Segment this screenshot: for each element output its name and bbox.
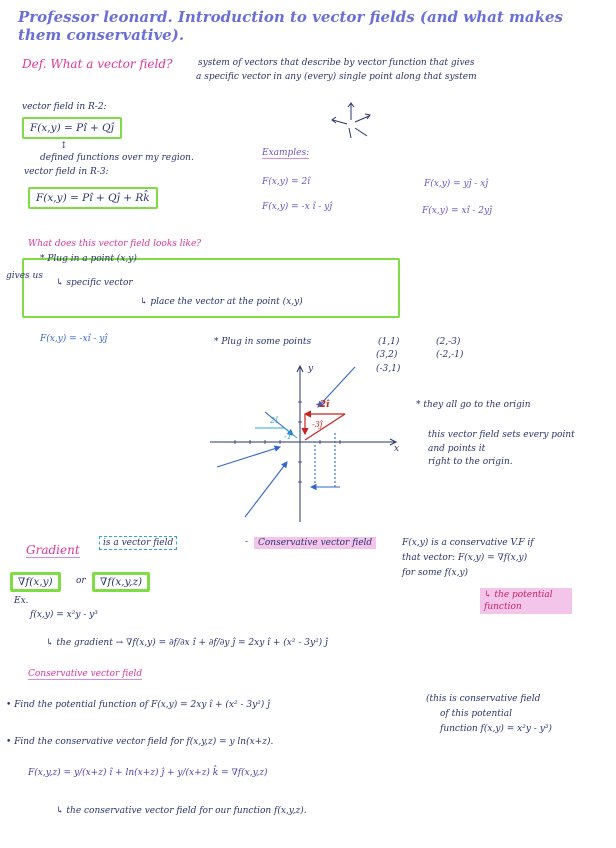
vector-field-sketch	[325, 98, 385, 148]
example-1: F(x,y) = 2î	[262, 177, 311, 187]
point-1: (1,1)	[378, 337, 400, 347]
conservative-heading: Conservative vector field	[28, 669, 143, 679]
observation-2: this vector field sets every point and points it	[428, 430, 575, 454]
vector-field-plot	[205, 362, 405, 527]
r2-formula-box: F(x,y) = Pî + Qĵ	[22, 117, 122, 139]
conservative-def-1: F(x,y) is a conservative V.F if	[402, 538, 534, 548]
definition-text-1: system of vectors that describe by vector function that gives	[198, 58, 475, 68]
ex-gradient: ↳ the gradient → ∇f(x,y) = ∂f/∂x î + ∂f/∂y ĵ = 2xy î + (x² - 3y²) ĵ	[46, 638, 328, 648]
cvf-result: F(x,y,z) = y/(x+z) î + ln(x+z) ĵ + y/(x+z) k̂ = ∇f(x,y,z)	[28, 768, 268, 778]
grad-box-3d: ∇f(x,y,z)	[92, 572, 150, 592]
look-line-1: * Plug in a point (x,y)	[40, 254, 137, 264]
label-2i: 2î	[270, 416, 278, 425]
conservative-tag: Conservative vector field	[254, 537, 376, 549]
conservative-def-3: for some f(x,y)	[402, 568, 469, 578]
point-3: (-3,1)	[376, 364, 401, 374]
side-note-1: (this is conservative field	[426, 694, 541, 704]
cvf-closing: ↳ the conservative vector field for our function f(x,y,z).	[56, 806, 307, 816]
r2-arrow: ↕	[60, 141, 68, 151]
label-neg3j: -3ĵ	[312, 420, 323, 429]
dash-sep: -	[245, 537, 249, 547]
observation-1: * they all go to the origin	[416, 400, 531, 410]
is-vector-field-note: is a vector field	[99, 536, 177, 550]
conservative-def-2: that vector: F(x,y) = ∇f(x,y)	[402, 553, 528, 563]
find-cvf: • Find the conservative vector field for f(x,y,z) = y ln(x+z).	[6, 737, 274, 747]
plot-function: F(x,y) = -xî - yĵ	[40, 334, 108, 344]
look-line-2-prefix: gives us	[6, 271, 43, 281]
ex-function: f(x,y) = x²y - y³	[30, 610, 98, 620]
example-3: F(x,y) = -x î - yĵ	[262, 202, 333, 212]
examples-heading: Examples:	[262, 148, 310, 158]
point-2: (3,2)	[376, 350, 398, 360]
ex-label: Ex.	[14, 596, 29, 606]
axis-x-label: x	[394, 444, 400, 454]
point-4: (2,-3)	[436, 337, 461, 347]
point-5: (-2,-1)	[436, 350, 464, 360]
example-4: F(x,y) = xî - 2yĵ	[422, 206, 492, 216]
r3-label: vector field in R-3:	[24, 167, 109, 177]
or-text: or	[76, 576, 86, 586]
potential-function-note: ↳ the potential function	[480, 588, 572, 614]
look-line-3: ↳ place the vector at the point (x,y)	[140, 297, 303, 307]
find-potential: • Find the potential function of F(x,y) = 2xy î + (x² - 3y²) ĵ	[6, 700, 270, 710]
side-note-3: function f(x,y) = x²y - y³)	[440, 724, 552, 734]
r2-note: defined functions over my region.	[40, 153, 194, 163]
label-neg1i: -1	[284, 432, 292, 441]
side-note-2: of this potential	[440, 709, 513, 719]
definition-heading: Def. What a vector field?	[22, 57, 173, 71]
observation-3: right to the origin.	[428, 457, 513, 467]
r3-formula-box: F(x,y) = Pî + Qĵ + Rk̂	[28, 187, 158, 209]
gradient-heading: Gradient	[26, 543, 80, 557]
grad-box-2d: ∇f(x,y)	[10, 572, 61, 592]
definition-text-2: a specific vector in any (every) single point along that system	[196, 72, 477, 82]
plug-note: * Plug in some points	[214, 337, 312, 347]
page-title: Professor leonard. Introduction to vector fields (and what makes them conservative).	[18, 8, 563, 44]
axis-y-label: y	[308, 364, 314, 374]
r2-label: vector field in R-2:	[22, 102, 107, 112]
look-heading: What does this vector field looks like?	[28, 239, 202, 249]
look-line-2: ↳ specific vector	[56, 278, 133, 288]
look-box	[22, 258, 400, 318]
example-2: F(x,y) = yĵ - xĵ	[424, 179, 489, 189]
label-neg2i: -2î	[316, 400, 330, 410]
